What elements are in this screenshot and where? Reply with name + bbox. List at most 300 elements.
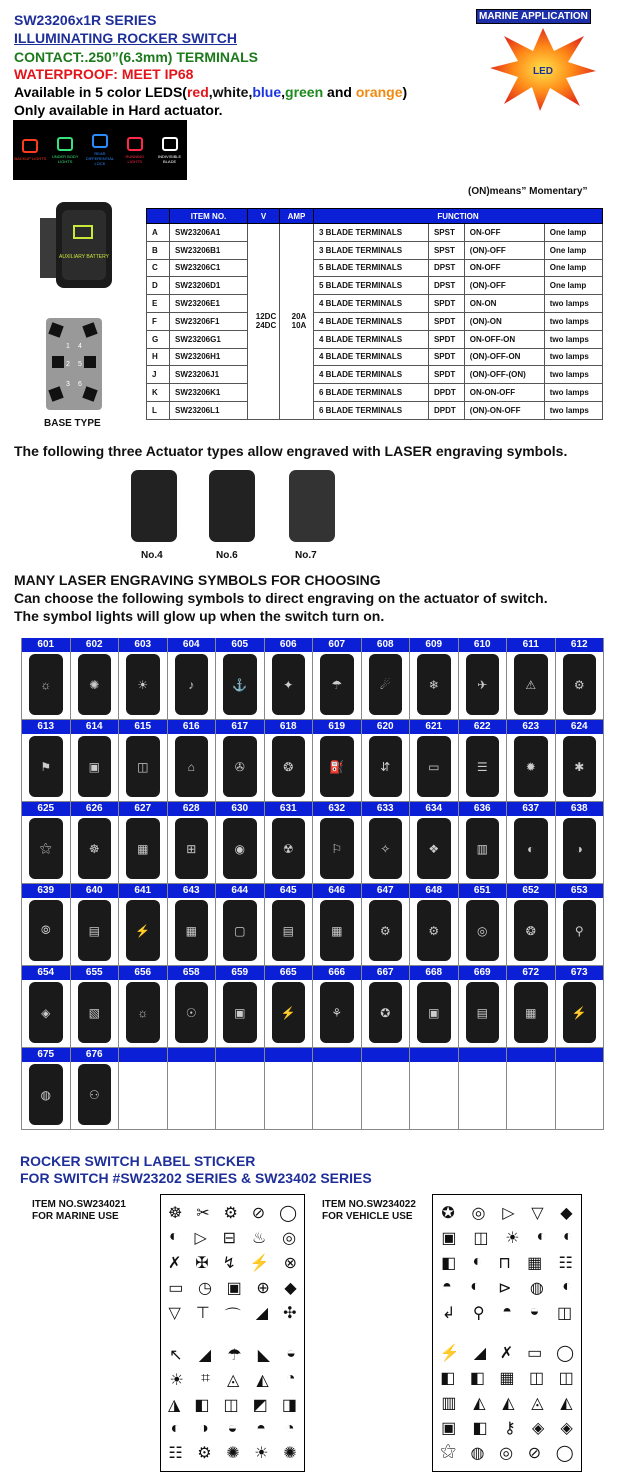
symbol-number: 675 (22, 1048, 70, 1062)
sticker-row (161, 1278, 304, 1298)
symbol-number: 612 (556, 638, 604, 652)
table-cell: SW23206A1 (170, 224, 248, 242)
rocker-symbol-icon: ✇ (223, 736, 257, 797)
rocker-symbol-icon: ♪ (175, 654, 209, 715)
rocker-symbol-icon: ⚙ (563, 654, 597, 715)
sticker-symbol-icon: ◐ (470, 1278, 480, 1296)
rocker-symbol-icon: ⚡ (563, 982, 597, 1043)
sticker-symbol-icon: ✺ (283, 1444, 297, 1462)
sticker-row (161, 1253, 304, 1273)
sticker-symbol-icon: ◓ (256, 1419, 266, 1437)
symbol-number: 654 (22, 966, 70, 980)
sticker-row (433, 1343, 581, 1363)
rocker-symbol-icon: ⚝ (29, 818, 63, 879)
rocker-symbol-icon: ☸ (78, 818, 112, 879)
sticker-symbol-icon: ◔ (284, 1419, 295, 1437)
hard-actuator-note: Only available in Hard actuator. (14, 102, 223, 118)
sticker-symbol-icon: ◑ (199, 1419, 209, 1437)
table-cell: (ON)-ON (464, 312, 544, 330)
symbol-number: 606 (265, 638, 313, 652)
led-color-strip (13, 120, 187, 180)
table-cell: One lamp (544, 224, 602, 242)
table-cell: two lamps (544, 348, 602, 366)
base-pin-label: 2 (66, 361, 70, 368)
symbol-cell (313, 1048, 362, 1129)
led-label: REAR DIFFERENTIAL LOCK (85, 151, 115, 166)
symbol-cell (168, 802, 217, 883)
sticker-row (433, 1418, 581, 1438)
symbol-cell (168, 720, 217, 801)
table-row (147, 401, 603, 419)
base-pin-label: 5 (78, 361, 82, 368)
symbol-cell (410, 1048, 459, 1129)
symbol-cell (313, 638, 362, 719)
rocker-symbol-icon: ☼ (29, 654, 63, 715)
sticker-symbol-icon: ◯ (279, 1205, 297, 1223)
rocker-symbol-icon: ☼ (126, 982, 160, 1043)
symbol-cell (216, 802, 265, 883)
symbol-cell (21, 884, 71, 965)
table-cell: 4 BLADE TERMINALS (314, 330, 429, 348)
symbol-row (21, 638, 604, 720)
sticker-symbol-icon: ◐ (536, 1228, 547, 1246)
table-row (147, 366, 603, 384)
sticker-symbol-icon: ⊟ (222, 1230, 237, 1248)
symbol-number: 626 (71, 802, 119, 816)
sticker-symbol-icon: ◭ (473, 1394, 486, 1412)
symbol-cell (119, 720, 168, 801)
marine-application-badge: MARINE APPLICATION (476, 9, 591, 24)
table-cell: (ON)-ON-OFF (464, 401, 544, 419)
sticker-symbol-icon: ◯ (556, 1344, 575, 1362)
symbol-cell (507, 966, 556, 1047)
table-cell: H (147, 348, 170, 366)
marine-sticker-sheet (160, 1194, 305, 1472)
symbol-number: 614 (71, 720, 119, 734)
symbol-cell (459, 1048, 508, 1129)
symbol-row (21, 1048, 604, 1130)
sticker-symbol-icon: ⌗ (200, 1370, 210, 1388)
led-symbol-icon (162, 137, 178, 151)
sticker-symbol-icon: ◓ (442, 1278, 452, 1296)
symbol-number: 615 (119, 720, 167, 734)
table-cell: SW23206F1 (170, 312, 248, 330)
table-cell: SW23206D1 (170, 277, 248, 295)
rocker-symbol-icon: ⚘ (320, 982, 354, 1043)
sticker-symbol-icon: ↲ (441, 1305, 456, 1323)
symbol-cell (410, 720, 459, 801)
symbol-cell (265, 638, 314, 719)
laser-line3: The symbol lights will glow up when the switch turn on. (14, 608, 385, 624)
sticker-symbol-icon: ☀ (169, 1372, 184, 1390)
rocker-symbol-icon: ▣ (78, 736, 112, 797)
rocker-symbol-icon: ▤ (272, 900, 306, 961)
symbol-number: 645 (265, 884, 313, 898)
rocker-symbol-icon: ▦ (175, 900, 209, 961)
table-cell: two lamps (544, 384, 602, 402)
laser-heading: MANY LASER ENGRAVING SYMBOLS FOR CHOOSING (14, 572, 381, 588)
symbol-cell (71, 1048, 120, 1129)
table-row (147, 241, 603, 259)
symbol-cell (507, 1048, 556, 1129)
rocker-symbol-icon: ⦾ (29, 900, 63, 961)
sticker-symbol-icon: ☀ (505, 1230, 520, 1248)
symbol-grid (21, 638, 604, 1130)
symbol-cell (71, 638, 120, 719)
sticker-row (433, 1278, 581, 1298)
sticker-symbol-icon: ◧ (440, 1369, 456, 1387)
sticker-symbol-icon: ◫ (473, 1230, 489, 1248)
sticker-symbol-icon: ⚙ (197, 1444, 212, 1462)
table-row (147, 277, 603, 295)
sticker-symbol-icon: ⊗ (283, 1255, 298, 1273)
led-symbol-icon (92, 134, 108, 148)
sticker-row (433, 1328, 581, 1338)
table-cell: 5 BLADE TERMINALS (314, 277, 429, 295)
table-cell: (ON)-OFF (464, 277, 544, 295)
sticker-symbol-icon: ▥ (441, 1394, 457, 1412)
rocker-symbol-icon: ⚙ (417, 900, 451, 961)
rocker-symbol-icon: ▣ (417, 982, 451, 1043)
sticker-symbol-icon: ◍ (529, 1280, 544, 1298)
rocker-symbol-icon: ▦ (320, 900, 354, 961)
symbol-cell (459, 638, 508, 719)
symbol-cell (410, 884, 459, 965)
symbol-number (556, 1048, 604, 1062)
sticker-symbol-icon: ◧ (469, 1369, 485, 1387)
rocker-symbol-icon: ⚓ (223, 654, 257, 715)
symbol-cell (459, 884, 508, 965)
sticker-symbol-icon: ◨ (281, 1396, 297, 1414)
table-cell: K (147, 384, 170, 402)
symbol-number: 630 (216, 802, 264, 816)
rocker-symbol-icon: ◫ (126, 736, 160, 797)
sticker-symbol-icon: ⚲ (472, 1305, 485, 1323)
table-cell: 4 BLADE TERMINALS (314, 366, 429, 384)
table-cell: SPDT (428, 295, 464, 313)
sticker-symbol-icon: ✗ (167, 1255, 182, 1273)
rocker-symbol-icon: ⚇ (78, 1064, 112, 1125)
sticker-symbol-icon: ✣ (283, 1304, 297, 1322)
symbol-number: 610 (459, 638, 507, 652)
sticker-symbol-icon: ▣ (226, 1279, 242, 1297)
table-cell: ON-OFF-ON (464, 330, 544, 348)
col-function: FUNCTION (314, 209, 603, 224)
table-cell: two lamps (544, 366, 602, 384)
symbol-cell (168, 638, 217, 719)
rocker-symbol-icon: ☂ (320, 654, 354, 715)
symbol-cell (71, 802, 120, 883)
sticker-symbol-icon: ✂ (196, 1205, 210, 1223)
symbol-row (21, 884, 604, 966)
table-cell: SPDT (428, 366, 464, 384)
rocker-symbol-icon: ☰ (466, 736, 500, 797)
symbol-number: 624 (556, 720, 604, 734)
sticker-row (161, 1370, 304, 1390)
sticker-row (433, 1303, 581, 1323)
symbol-number: 638 (556, 802, 604, 816)
symbol-cell (265, 966, 314, 1047)
table-cell: One lamp (544, 259, 602, 277)
symbol-number: 641 (119, 884, 167, 898)
symbol-number (168, 1048, 216, 1062)
symbol-cell (362, 884, 411, 965)
rocker-symbol-icon: ▦ (514, 982, 548, 1043)
led-burst-label: LED (533, 66, 553, 77)
sticker-symbol-icon: ◢ (198, 1347, 211, 1365)
table-cell: E (147, 295, 170, 313)
sticker-symbol-icon: ▷ (502, 1205, 515, 1223)
sticker-symbol-icon: ◮ (168, 1396, 181, 1414)
symbol-number: 605 (216, 638, 264, 652)
symbol-cell (556, 720, 605, 801)
symbol-number: 628 (168, 802, 216, 816)
rocker-symbol-icon: ✈ (466, 654, 500, 715)
symbol-number: 618 (265, 720, 313, 734)
product-title: ILLUMINATING ROCKER SWITCH (14, 30, 237, 46)
rocker-symbol-icon: ◐ (514, 818, 548, 879)
symbol-number: 617 (216, 720, 264, 734)
sticker-row (433, 1253, 581, 1273)
symbol-cell (410, 966, 459, 1047)
symbol-number (410, 1048, 458, 1062)
table-cell: 4 BLADE TERMINALS (314, 295, 429, 313)
series-title: SW23206x1R SERIES (14, 12, 157, 28)
table-cell: SW23206E1 (170, 295, 248, 313)
symbol-number (362, 1048, 410, 1062)
rocker-symbol-icon: ✦ (272, 654, 306, 715)
sticker-symbol-icon: ◫ (223, 1396, 239, 1414)
symbol-cell (362, 638, 411, 719)
symbol-number: 668 (410, 966, 458, 980)
sticker-row (433, 1368, 581, 1388)
symbol-number: 667 (362, 966, 410, 980)
table-row (147, 312, 603, 330)
sticker-line2: FOR SWITCH #SW23202 SERIES & SW23402 SERIES (20, 1170, 372, 1186)
sticker-row (161, 1345, 304, 1365)
marine-sticker-label: ITEM NO.SW234021 FOR MARINE USE (32, 1199, 126, 1222)
symbol-number: 665 (265, 966, 313, 980)
table-cell: G (147, 330, 170, 348)
symbol-cell (168, 1048, 217, 1129)
col-item: ITEM NO. (170, 209, 248, 224)
table-cell: ON-ON-OFF (464, 384, 544, 402)
actuator-no6 (209, 470, 255, 542)
symbol-cell (21, 638, 71, 719)
symbol-cell (265, 720, 314, 801)
symbol-cell (168, 966, 217, 1047)
rocker-symbol-icon: ❖ (417, 818, 451, 879)
symbol-number: 648 (410, 884, 458, 898)
sticker-symbol-icon: ⚝ (440, 1442, 456, 1460)
symbol-number: 639 (22, 884, 70, 898)
led-sample (49, 137, 81, 164)
symbol-number (507, 1048, 555, 1062)
symbol-cell (313, 720, 362, 801)
sticker-symbol-icon: ↖ (169, 1347, 183, 1365)
sticker-symbol-icon: ◧ (472, 1419, 488, 1437)
symbol-cell (119, 1048, 168, 1129)
rocker-symbol-icon: ◎ (466, 900, 500, 961)
sticker-symbol-icon: ◈ (531, 1419, 545, 1437)
symbol-cell (119, 638, 168, 719)
sticker-symbol-icon: ◩ (252, 1396, 268, 1414)
momentary-note: (ON)means” Momentary” (468, 186, 588, 197)
symbol-number: 651 (459, 884, 507, 898)
sticker-row (433, 1228, 581, 1248)
symbol-number: 633 (362, 802, 410, 816)
symbol-number: 604 (168, 638, 216, 652)
rocker-symbol-icon: ⊞ (175, 818, 209, 879)
symbol-cell (556, 966, 605, 1047)
sticker-symbol-icon: ◐ (168, 1228, 179, 1246)
base-pin-label: 1 (66, 343, 70, 350)
symbol-number: 656 (119, 966, 167, 980)
actuator-label: No.4 (141, 550, 163, 561)
sticker-row (433, 1443, 581, 1463)
sticker-line1: ROCKER SWITCH LABEL STICKER (20, 1153, 256, 1169)
symbol-number: 655 (71, 966, 119, 980)
symbol-number: 608 (362, 638, 410, 652)
led-label: RUNNING LIGHTS (125, 153, 145, 164)
sticker-row (161, 1303, 304, 1326)
symbol-cell (21, 720, 71, 801)
rocker-symbol-icon: ⚠ (514, 654, 548, 715)
symbol-number: 672 (507, 966, 555, 980)
symbol-number: 643 (168, 884, 216, 898)
sticker-symbol-icon: ☂ (227, 1347, 242, 1365)
led-label: BACKUP LIGHTS (14, 156, 47, 161)
table-row (147, 330, 603, 348)
rocker-symbol-icon: ✹ (514, 736, 548, 797)
symbol-number (265, 1048, 313, 1062)
table-cell: SW23206B1 (170, 241, 248, 259)
actuator-no4 (131, 470, 177, 542)
led-symbol-icon (57, 137, 73, 151)
sticker-row (161, 1228, 304, 1248)
symbol-number: 676 (71, 1048, 119, 1062)
table-cell: SW23206C1 (170, 259, 248, 277)
sticker-symbol-icon: ☸ (167, 1205, 183, 1223)
vehicle-sticker-label: ITEM NO.SW234022 FOR VEHICLE USE (322, 1199, 416, 1222)
sticker-symbol-icon: ▷ (194, 1230, 207, 1248)
rocker-symbol-icon: ⛽ (320, 736, 354, 797)
rocker-symbol-icon: ▭ (417, 736, 451, 797)
sticker-symbol-icon: ⊓ (498, 1255, 511, 1273)
base-pin-label: 3 (66, 381, 70, 388)
symbol-number: 602 (71, 638, 119, 652)
sticker-symbol-icon: ◧ (194, 1396, 210, 1414)
symbol-cell (216, 966, 265, 1047)
sticker-symbol-icon: ◆ (560, 1205, 573, 1223)
symbol-cell (507, 720, 556, 801)
sticker-symbol-icon: ◈ (560, 1419, 573, 1437)
table-cell: DPDT (428, 401, 464, 419)
symbol-cell (265, 884, 314, 965)
symbol-number: 621 (410, 720, 458, 734)
symbol-cell (313, 802, 362, 883)
table-cell: 3 BLADE TERMINALS (314, 241, 429, 259)
table-row (147, 384, 603, 402)
table-cell: 4 BLADE TERMINALS (314, 348, 429, 366)
symbol-number: 646 (313, 884, 361, 898)
symbol-cell (119, 802, 168, 883)
sticker-symbol-icon: ▣ (441, 1419, 457, 1437)
base-type-image (46, 318, 102, 410)
sticker-symbol-icon: ◎ (282, 1230, 297, 1248)
symbol-number (119, 1048, 167, 1062)
symbol-number: 653 (556, 884, 604, 898)
rocker-symbol-icon: ☀ (126, 654, 160, 715)
col-amp: AMP (280, 209, 314, 224)
symbol-cell (21, 802, 71, 883)
symbol-number: 659 (216, 966, 264, 980)
rocker-symbol-icon: ✧ (369, 818, 403, 879)
symbol-cell (459, 802, 508, 883)
sticker-symbol-icon: ✺ (226, 1444, 240, 1462)
symbol-cell (556, 1048, 605, 1129)
led-sample (119, 137, 151, 164)
table-cell: One lamp (544, 277, 602, 295)
symbol-cell (21, 966, 71, 1047)
table-cell: 4 BLADE TERMINALS (314, 312, 429, 330)
sticker-symbol-icon: ⚙ (223, 1205, 238, 1223)
rocker-symbol-icon: ⚡ (272, 982, 306, 1043)
symbol-cell (507, 802, 556, 883)
symbol-cell (556, 802, 605, 883)
sticker-symbol-icon: ◯ (555, 1444, 574, 1462)
rocker-symbol-icon: ◈ (29, 982, 63, 1043)
spec-table (146, 208, 603, 420)
sticker-row (433, 1393, 581, 1413)
symbol-cell (21, 1048, 71, 1129)
switch-caption: AUXILIARY BATTERY (59, 254, 109, 260)
led-colors-line: Available in 5 color LEDS(red,white,blue,green and orange) (14, 84, 408, 100)
symbol-number: 640 (71, 884, 119, 898)
sticker-symbol-icon: ◢ (255, 1304, 269, 1322)
symbol-cell (410, 638, 459, 719)
sticker-symbol-icon: ◆ (284, 1279, 297, 1297)
led-symbol-icon (127, 137, 143, 151)
actuator-text: The following three Actuator types allow engraved with LASER engraving symbols. (14, 443, 568, 459)
sticker-symbol-icon: ☷ (558, 1255, 573, 1273)
symbol-number: 636 (459, 802, 507, 816)
table-cell: B (147, 241, 170, 259)
sticker-symbol-icon: ◔ (285, 1370, 296, 1388)
sticker-symbol-icon: ▦ (527, 1255, 543, 1273)
rocker-symbol-icon: ⚙ (369, 900, 403, 961)
symbol-cell (216, 1048, 265, 1129)
sticker-symbol-icon: ◣ (257, 1347, 271, 1365)
symbol-cell (265, 1048, 314, 1129)
symbol-cell (168, 884, 217, 965)
table-cell: ON-ON (464, 295, 544, 313)
table-cell: One lamp (544, 241, 602, 259)
sticker-symbol-icon: ◫ (529, 1369, 545, 1387)
symbol-number: 609 (410, 638, 458, 652)
symbol-number (313, 1048, 361, 1062)
symbol-number: 647 (362, 884, 410, 898)
sticker-symbol-icon: ⌒ (224, 1307, 241, 1325)
symbol-number: 631 (265, 802, 313, 816)
sticker-symbol-icon: ◷ (198, 1279, 212, 1297)
sticker-symbol-icon: ✠ (195, 1255, 209, 1273)
rocker-symbol-icon: ▤ (466, 982, 500, 1043)
sticker-symbol-icon: ◭ (502, 1394, 515, 1412)
rocker-symbol-icon: ⚑ (29, 736, 63, 797)
sticker-symbol-icon: ◐ (562, 1228, 573, 1246)
table-cell: 12DC 24DC (248, 224, 280, 420)
